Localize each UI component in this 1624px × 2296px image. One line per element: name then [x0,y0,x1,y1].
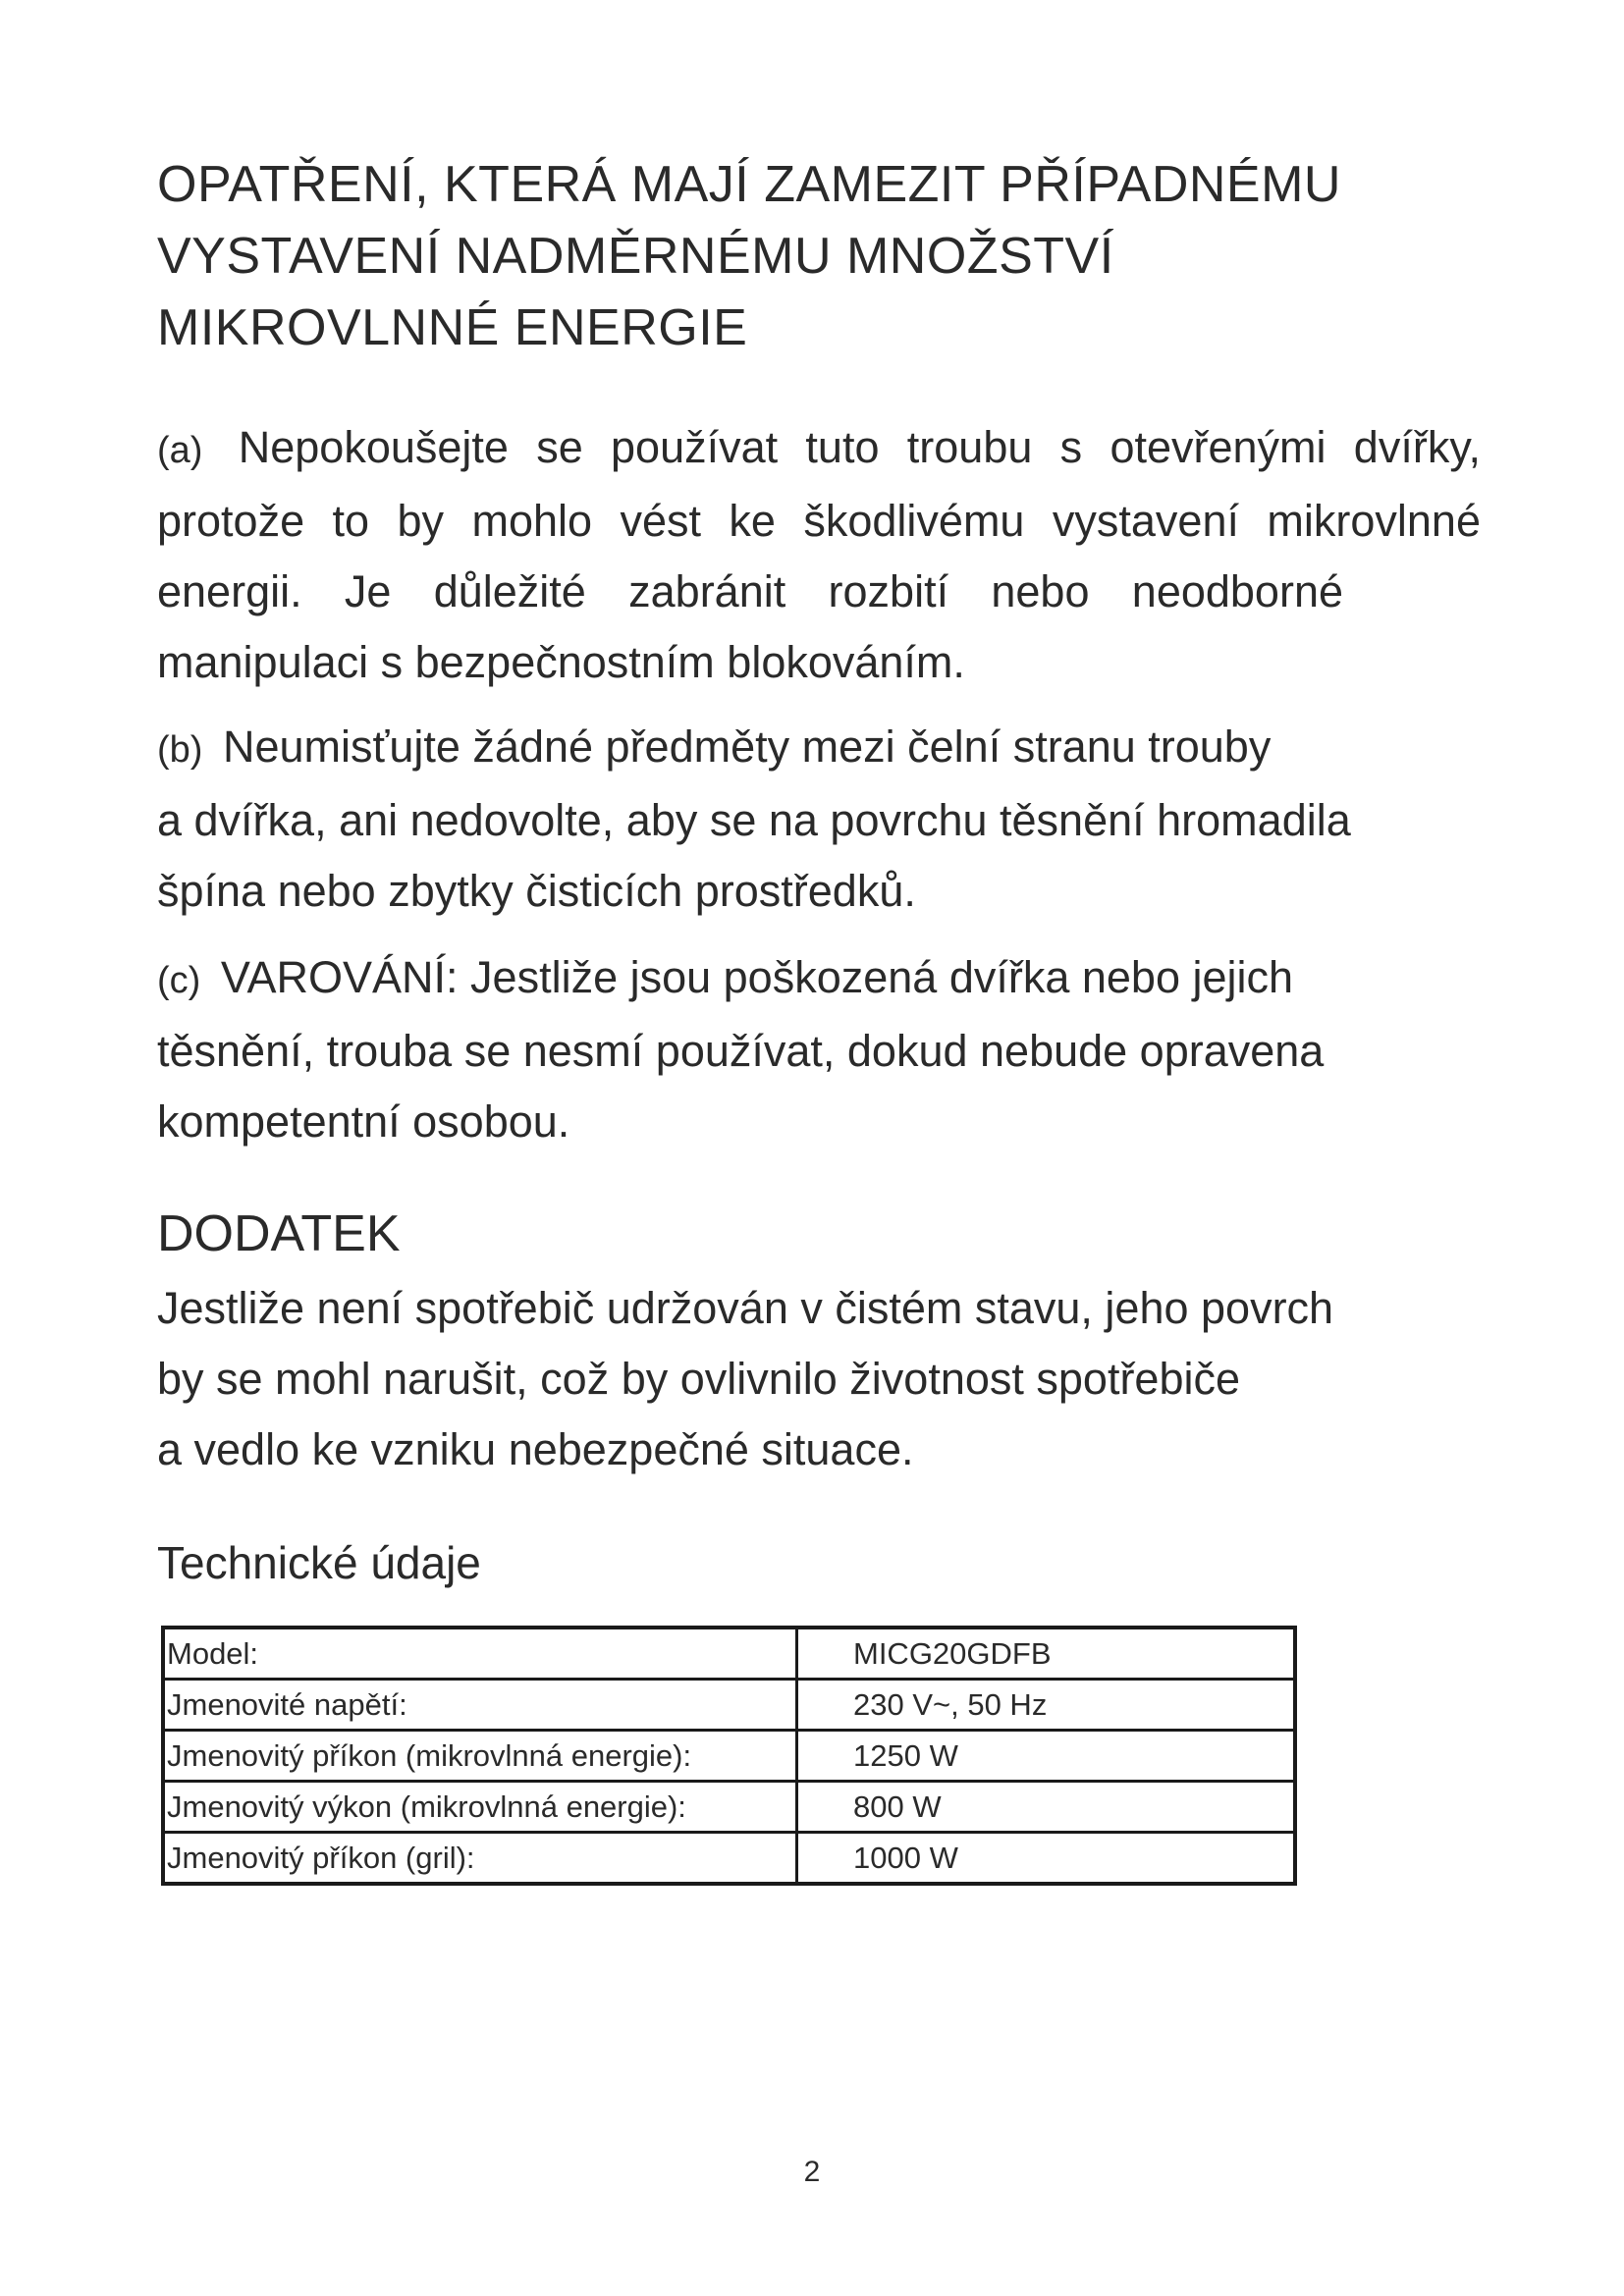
table-row [163,1782,1295,1833]
spec-label: Jmenovitý příkon (gril): [163,1833,797,1885]
spec-value: 1000 W [797,1833,1296,1885]
appendix-paragraph [157,1273,1473,1485]
item-marker: (c) [157,960,201,1001]
paragraph-line [157,942,1473,1016]
paragraph-line [157,412,1481,486]
spec-label: Jmenovité napětí: [163,1680,797,1731]
spec-label: Jmenovitý výkon (mikrovlnná energie): [163,1782,797,1833]
paragraph-line-text: Neumisťujte žádné předměty mezi čelní stranu trouby [222,721,1272,772]
paragraph-line: manipulaci s bezpečnostním blokováním. [157,637,965,687]
heading-line: MIKROVLNNÉ ENERGIE [157,299,748,356]
spec-value: 230 V~, 50 Hz [797,1680,1296,1731]
paragraph-line: by se mohl narušit, což by ovlivnilo životnost spotřebiče [157,1354,1241,1404]
page-number: 2 [803,2156,821,2188]
spec-label: Model: [163,1628,797,1680]
tech-specs-title: Technické údaje [157,1537,481,1588]
safety-paragraph-b [157,712,1473,927]
paragraph-line: energii. Je důležité zabránit rozbití nebo neodborné [157,566,1343,616]
heading-line: VYSTAVENÍ NADMĚRNÉMU MNOŽSTVÍ [157,228,1114,285]
paragraph-line: kompetentní osobou. [157,1096,570,1147]
appendix-title: DODATEK [157,1205,401,1262]
paragraph-line: protože to by mohlo vést ke škodlivému vystavení mikrovlnné [157,496,1481,546]
spec-value: 1250 W [797,1731,1296,1782]
tech-specs-table [161,1626,1297,1886]
item-marker: (a) [157,430,203,471]
table-row [163,1628,1295,1680]
table-row [163,1680,1295,1731]
table-row [163,1731,1295,1782]
spec-label: Jmenovitý příkon (mikrovlnná energie): [163,1731,797,1782]
paragraph-line-text: VAROVÁNÍ: Jestliže jsou poškozená dvířka nebo jejich [220,952,1294,1002]
paragraph-line: a vedlo ke vzniku nebezpečné situace. [157,1424,914,1474]
item-marker: (b) [157,729,203,771]
paragraph-line [157,712,1473,785]
paragraph-line: špína nebo zbytky čisticích prostředků. [157,866,916,916]
paragraph-line: těsnění, trouba se nesmí používat, dokud nebude opravena [157,1026,1325,1076]
paragraph-line: a dvířka, ani nedovolte, aby se na povrchu těsnění hromadila [157,795,1351,845]
spec-value: MICG20GDFB [797,1628,1296,1680]
paragraph-line: Jestliže není spotřebič udržován v čistém stavu, jeho povrch [157,1283,1334,1333]
table-row [163,1833,1295,1885]
paragraph-line-text: Nepokoušejte se používat tuto troubu s otevřenými dvířky, [238,422,1481,472]
safety-paragraph-c [157,942,1473,1157]
spec-value: 800 W [797,1782,1296,1833]
safety-paragraph-a [157,412,1481,698]
safety-heading [157,149,1512,364]
heading-line: OPATŘENÍ, KTERÁ MAJÍ ZAMEZIT PŘÍPADNÉMU [157,156,1341,213]
